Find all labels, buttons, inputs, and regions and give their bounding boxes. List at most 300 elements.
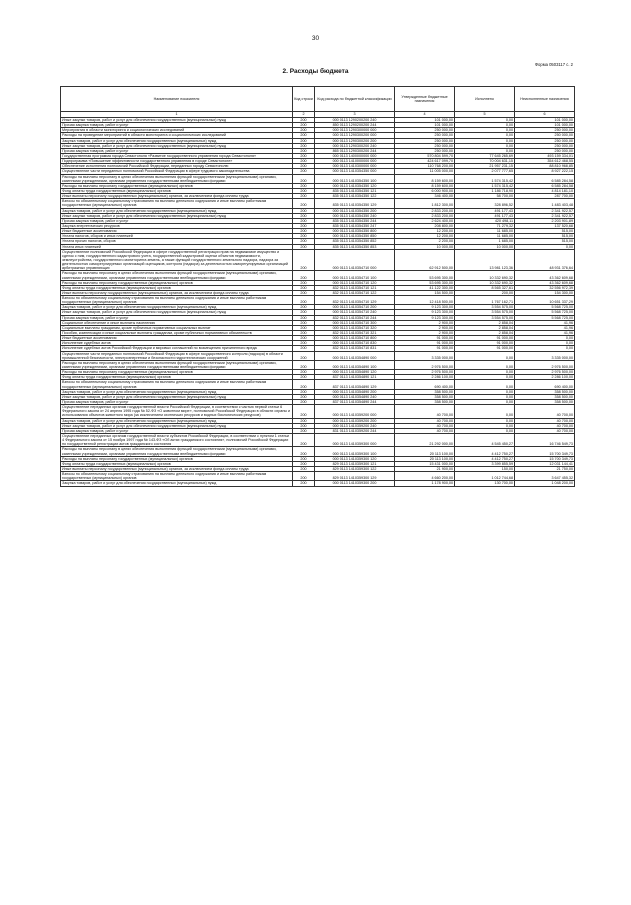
cell-executed: 491 177,43 [455, 213, 515, 218]
cell-budget-code: 000 0113 1410354890 000 [315, 351, 395, 360]
cell-line-code: 200 [293, 336, 315, 341]
table-row [61, 271, 575, 280]
cell-unexecuted: 43 362 609,68 [515, 280, 575, 285]
cell-line-code: 200 [293, 466, 315, 471]
cell-unexecuted: 287 700,00 [515, 194, 575, 199]
table-row [61, 434, 575, 447]
cell-line-code: 200 [293, 290, 315, 295]
cell-line-code: 200 [293, 143, 315, 148]
cell-line-code: 200 [293, 229, 315, 234]
cell-name: Расходы на выплаты персоналу государственных (муниципальных) органов [61, 370, 293, 375]
cell-approved: 101 000,00 [395, 118, 455, 123]
column-number: 4 [395, 112, 455, 118]
cell-executed: 58 700,00 [455, 194, 515, 199]
cell-approved: 4 660 200,00 [395, 472, 455, 481]
cell-approved: 6 000 900,00 [395, 188, 455, 193]
cell-unexecuted: 515,00 [515, 234, 575, 239]
cell-name: Иные закупки товаров, работ и услуг для обеспечения государственных (муниципальных) нужд [61, 213, 293, 218]
cell-name: Уплата иных платежей [61, 244, 293, 249]
table-row [61, 174, 575, 183]
cell-budget-code: 000 0113 1410354350 200 [315, 208, 395, 213]
cell-line-code: 200 [293, 183, 315, 188]
cell-approved: 41 122 300,00 [395, 285, 455, 290]
table-row [61, 380, 575, 389]
cell-name: Взносы по обязательному социальному страхованию на выплаты денежного содержания и иные выплаты работникам государственных (муниципальных) органов [61, 296, 293, 305]
cell-approved: 690 400,00 [395, 380, 455, 389]
column-number: 6 [515, 112, 575, 118]
cell-unexecuted: 1 048 200,00 [515, 481, 575, 486]
cell-name: Государственная программа города Севастополя «Развитие государственного управления города Севастополя» [61, 153, 293, 158]
cell-name: Фонд оплаты труда государственных (муниципальных) органов [61, 188, 293, 193]
cell-executed: 0,00 [455, 360, 515, 369]
cell-unexecuted: 137 520,68 [515, 223, 575, 228]
column-number: 3 [315, 112, 395, 118]
cell-executed: 0,00 [455, 118, 515, 123]
cell-name: Фонд оплаты труда государственных (муниципальных) органов [61, 375, 293, 380]
cell-name: Прочая закупка товаров, работ и услуг [61, 148, 293, 153]
cell-line-code: 200 [293, 305, 315, 310]
cell-unexecuted: 10 651 337,29 [515, 296, 575, 305]
cell-executed: 0,00 [455, 418, 515, 423]
cell-name: Уплата налогов, сборов и иных платежей [61, 234, 293, 239]
cell-approved: 2 976 500,00 [395, 360, 455, 369]
cell-executed: 0,00 [455, 428, 515, 433]
cell-unexecuted: 48 931 376,64 [515, 249, 575, 271]
cell-executed: 1 685,00 [455, 239, 515, 244]
cell-line-code: 200 [293, 341, 315, 346]
header-executed: Исполнено [455, 87, 515, 112]
cell-budget-code: 000 0113 1410354350 120 [315, 183, 395, 188]
cell-budget-code: 850 0113 1290200200 244 [315, 123, 395, 128]
cell-approved: 2 624 400,00 [395, 218, 455, 223]
cell-line-code: 200 [293, 128, 315, 133]
cell-name: Взносы по обязательному социальному страхованию на выплаты денежного содержания и иные выплаты работникам государственных (муниципальных) органов [61, 380, 293, 389]
cell-budget-code: 000 0113 1410359300 000 [315, 434, 395, 447]
cell-executed: 0,00 [455, 143, 515, 148]
cell-approved: 2 833 200,00 [395, 208, 455, 213]
cell-name: Осуществление переданных органам государственной власти субъектов Российской Федерации, в соответствии с пунктом 1 статьи 4 Федерального закона от 15 ноября 1997 года № 143-ФЗ «Об актах гражданского состояния», полномочий Российской Федерации по государственной регистрации актов гражданского состояния [61, 434, 293, 447]
cell-line-code: 200 [293, 153, 315, 158]
cell-line-code: 200 [293, 325, 315, 330]
cell-name: Иные закупки товаров, работ и услуг для обеспечения государственных (муниципальных) нужд [61, 310, 293, 315]
cell-unexecuted: 101 000,00 [515, 123, 575, 128]
cell-unexecuted: 5 568 725,00 [515, 310, 575, 315]
cell-name: Закупка товаров, работ и услуг для обеспечения государственных (муниципальных) нужд [61, 418, 293, 423]
cell-budget-code: 835 0113 1410354350 244 [315, 218, 395, 223]
cell-unexecuted: 358 500,00 [515, 394, 575, 399]
cell-budget-code: 835 0113 1410354350 121 [315, 188, 395, 193]
cell-approved: 2 900,00 [395, 320, 455, 325]
cell-budget-code: 832 0113 1410354710 831 [315, 346, 395, 351]
cell-approved: 21 900,00 [395, 466, 455, 471]
cell-line-code: 200 [293, 456, 315, 461]
cell-line-code: 200 [293, 249, 315, 271]
cell-executed: 0,00 [455, 405, 515, 418]
cell-name: Осуществление переданных органам государственной власти Российской Федерации, в соответствии с частью первой статьи 6 Федерального закона от 24 апреля 1995 года № 52-ФЗ «О животном мире», полномочий Российской Федерации в области охраны и использования объектов животного мира (за исключением охотничьих ресурсов и водных биологических ресурсов) [61, 405, 293, 418]
column-number: 2 [293, 112, 315, 118]
cell-unexecuted: 2 341 922,57 [515, 213, 575, 218]
cell-line-code: 200 [293, 123, 315, 128]
cell-unexecuted: 101 000,00 [515, 118, 575, 123]
cell-executed: 91 000,00 [455, 336, 515, 341]
cell-approved: 208 800,00 [395, 223, 455, 228]
cell-executed: 1 574 315,42 [455, 174, 515, 183]
cell-unexecuted: 41,96 [515, 331, 575, 336]
cell-line-code: 200 [293, 208, 315, 213]
cell-budget-code: 000 0113 1410300000 000 [315, 164, 395, 169]
cell-name: Пособия, компенсации и иные социальные выплаты гражданам, кроме публичных нормативных обязательств [61, 331, 293, 336]
cell-executed: 91 000,00 [455, 341, 515, 346]
cell-executed: 0,00 [455, 128, 515, 133]
cell-budget-code: 000 0113 1410359200 240 [315, 423, 395, 428]
cell-approved: 8 159 600,00 [395, 183, 455, 188]
cell-line-code: 200 [293, 164, 315, 169]
cell-budget-code: 000 0113 1410359200 000 [315, 405, 395, 418]
cell-approved: 12 418 500,00 [395, 296, 455, 305]
cell-approved: 91 000,00 [395, 336, 455, 341]
table-row [61, 351, 575, 360]
cell-name: Взносы по обязательному социальному страхованию на выплаты денежного содержания и иные выплаты работникам государственных (муниципальных) органов [61, 472, 293, 481]
cell-budget-code: 831 0113 1410359200 244 [315, 428, 395, 433]
cell-unexecuted: 8 927 222,15 [515, 169, 575, 174]
cell-budget-code: 000 0113 1410354710 120 [315, 280, 395, 285]
cell-unexecuted: 16 746 549,73 [515, 434, 575, 447]
cell-unexecuted: 21 750,00 [515, 466, 575, 471]
cell-executed: 0,00 [455, 375, 515, 380]
cell-line-code: 200 [293, 315, 315, 320]
cell-budget-code: 832 0113 1410354710 122 [315, 290, 395, 295]
cell-budget-code: 000 0113 1410354890 100 [315, 360, 395, 369]
cell-name: Иные закупки товаров, работ и услуг для обеспечения государственных (муниципальных) нужд [61, 423, 293, 428]
cell-executed: 0,00 [455, 351, 515, 360]
cell-executed: 2 858,04 [455, 325, 515, 330]
cell-executed: 71 279,32 [455, 223, 515, 228]
cell-name: Мероприятия в области мониторинга и социологических исследований [61, 128, 293, 133]
cell-budget-code: 832 0113 1410354710 321 [315, 331, 395, 336]
cell-budget-code: 000 0113 1410354710 300 [315, 320, 395, 325]
cell-name: Расходы на проведение мероприятий в области мониторинга и социологических исследований [61, 133, 293, 138]
cell-budget-code: 000 0113 1290200200 240 [315, 118, 395, 123]
cell-line-code: 200 [293, 380, 315, 389]
cell-line-code: 200 [293, 331, 315, 336]
cell-executed: 8 565 327,61 [455, 285, 515, 290]
cell-approved: 40 700,00 [395, 418, 455, 423]
cell-approved: 15 431 000,00 [395, 461, 455, 466]
table-header-row [61, 87, 575, 112]
cell-budget-code: 000 0113 1290300000 000 [315, 128, 395, 133]
cell-approved: 91 000,00 [395, 341, 455, 346]
expenditure-table [60, 86, 575, 487]
cell-unexecuted: 15 700 349,73 [515, 447, 575, 456]
cell-executed: 3 554 575,00 [455, 310, 515, 315]
cell-executed: 0,00 [455, 394, 515, 399]
cell-line-code: 200 [293, 138, 315, 143]
cell-executed: 3 554 575,00 [455, 305, 515, 310]
cell-line-code: 200 [293, 418, 315, 423]
cell-unexecuted: 88 810 968,85 [515, 164, 575, 169]
section-title: 2. Расходы бюджета [282, 68, 349, 75]
cell-unexecuted: 354 612 468,55 [515, 159, 575, 164]
cell-executed: 2 858,04 [455, 320, 515, 325]
cell-unexecuted: 250 000,00 [515, 148, 575, 153]
cell-line-code: 200 [293, 280, 315, 285]
cell-line-code: 200 [293, 223, 315, 228]
table-row [61, 249, 575, 271]
page-number: 30 [311, 35, 320, 42]
cell-unexecuted: 2 341 922,57 [515, 208, 575, 213]
cell-unexecuted: 1 483 403,48 [515, 199, 575, 208]
cell-budget-code: 000 0113 1410354710 200 [315, 305, 395, 310]
cell-approved: 53 695 300,00 [395, 280, 455, 285]
cell-budget-code: 000 0113 1410354710 800 [315, 336, 395, 341]
header-unexecuted: Неисполненные назначения [515, 87, 575, 112]
cell-approved: 358 500,00 [395, 400, 455, 405]
cell-name: Осуществление части переданных полномочий Российской Федерации в сфере государственного контроля (надзора) в области промышленной безопасности, электроэнергетики и безопасности гидротехнических сооружений [61, 351, 293, 360]
cell-approved: 20 113 100,00 [395, 447, 455, 456]
header-approved: Утвержденные бюджетные назначения [395, 87, 455, 112]
cell-name: Уплата прочих налогов, сборов [61, 239, 293, 244]
table-row [61, 199, 575, 208]
cell-name: Исполнение судебных актов [61, 341, 293, 346]
cell-executed: 21 957 231,15 [455, 164, 515, 169]
cell-name: Прочая закупка товаров, работ и услуг [61, 123, 293, 128]
cell-unexecuted: 3 647 455,32 [515, 472, 575, 481]
cell-approved: 62 912 500,00 [395, 249, 455, 271]
cell-executed: 77 645 265,69 [455, 153, 515, 158]
table-row [61, 405, 575, 418]
cell-name: Расходы на выплаты персоналу государственных (муниципальных) органов [61, 456, 293, 461]
cell-approved: 2 900,00 [395, 325, 455, 330]
cell-unexecuted: 250 000,00 [515, 128, 575, 133]
cell-executed: 3 554 575,00 [455, 315, 515, 320]
cell-line-code: 200 [293, 400, 315, 405]
cell-approved: 10 000,00 [395, 244, 455, 249]
cell-line-code: 200 [293, 159, 315, 164]
cell-line-code: 200 [293, 351, 315, 360]
cell-executed: 1 574 315,42 [455, 183, 515, 188]
cell-approved: 1 178 900,00 [395, 481, 455, 486]
cell-budget-code: 835 0113 1410354350 852 [315, 239, 395, 244]
cell-budget-code: 832 0113 1410354710 121 [315, 285, 395, 290]
cell-line-code: 200 [293, 481, 315, 486]
cell-executed: 491 177,43 [455, 208, 515, 213]
table-row [61, 296, 575, 305]
cell-name: Исполнение судебных актов Российской Федерации и мировых соглашений по возмещению причиненного вреда [61, 346, 293, 351]
cell-budget-code: 000 0113 1400000000 000 [315, 153, 395, 158]
cell-name: Осуществление части переданных полномочий Российской Федерации в сфере трудового законодательства [61, 169, 293, 174]
cell-unexecuted: 358 500,00 [515, 400, 575, 405]
cell-name: Закупка энергетических ресурсов [61, 223, 293, 228]
cell-unexecuted: 0,00 [515, 336, 575, 341]
cell-name: Прочая закупка товаров, работ и услуг [61, 400, 293, 405]
cell-line-code: 200 [293, 148, 315, 153]
cell-approved: 9 123 300,00 [395, 315, 455, 320]
cell-approved: 101 000,00 [395, 123, 455, 128]
cell-approved: 91 000,00 [395, 346, 455, 351]
table-body [61, 118, 575, 487]
cell-unexecuted: 690 400,00 [515, 380, 575, 389]
cell-line-code: 200 [293, 234, 315, 239]
cell-line-code: 200 [293, 271, 315, 280]
cell-executed: 200,00 [455, 290, 515, 295]
cell-unexecuted: 4 814 181,10 [515, 188, 575, 193]
cell-budget-code: 835 0113 1410354350 247 [315, 223, 395, 228]
cell-unexecuted: 515,00 [515, 229, 575, 234]
cell-line-code: 200 [293, 188, 315, 193]
cell-name: Закупка товаров, работ и услуг для обеспечения государственных (муниципальных) нужд [61, 138, 293, 143]
cell-executed: 0,00 [455, 389, 515, 394]
cell-budget-code: 000 0113 1410354350 800 [315, 229, 395, 234]
cell-budget-code: 837 0113 1410354890 121 [315, 375, 395, 380]
cell-budget-code: 000 0113 1410354890 200 [315, 389, 395, 394]
cell-approved: 2 200,00 [395, 239, 455, 244]
header-line-code: Код строки [293, 87, 315, 112]
cell-line-code: 200 [293, 434, 315, 447]
cell-line-code: 200 [293, 285, 315, 290]
header-budget-code: Код расхода по бюджетной классификации [315, 87, 395, 112]
cell-line-code: 200 [293, 296, 315, 305]
cell-unexecuted: 250 000,00 [515, 138, 575, 143]
cell-approved: 53 695 300,00 [395, 271, 455, 280]
cell-unexecuted: 2 976 500,00 [515, 360, 575, 369]
cell-unexecuted: 154 300,00 [515, 290, 575, 295]
cell-approved: 12 200,00 [395, 229, 455, 234]
cell-budget-code: 832 0113 1410354710 129 [315, 296, 395, 305]
cell-name: Расходы на выплаты персоналу в целях обеспечения выполнения функций государственными (муниципальными) органами, казенными учреждениями, органами управления государственными внебюджетными фондами [61, 174, 293, 183]
cell-unexecuted: 32 556 972,39 [515, 285, 575, 290]
cell-unexecuted: 2 203 901,89 [515, 218, 575, 223]
cell-line-code: 200 [293, 472, 315, 481]
cell-approved: 9 123 300,00 [395, 310, 455, 315]
cell-name: Взносы по обязательному социальному страхованию на выплаты денежного содержания и иные выплаты работникам государственных (муниципальных) органов [61, 199, 293, 208]
cell-approved: 570 804 599,70 [395, 153, 455, 158]
cell-executed: 150,00 [455, 466, 515, 471]
table-row [61, 481, 575, 486]
cell-line-code: 200 [293, 428, 315, 433]
cell-budget-code: 000 0113 1410354350 240 [315, 213, 395, 218]
cell-unexecuted: 15 700 349,73 [515, 456, 575, 461]
cell-name: Расходы на выплаты персоналу в целях обеспечения выполнения функций государственными (муниципальными) органами, казенными учреждениями, органами управления государственными внебюджетными фондами [61, 271, 293, 280]
cell-line-code: 200 [293, 320, 315, 325]
cell-executed: 0,00 [455, 133, 515, 138]
cell-name: Осуществление полномочий Российской Федерации в сфере государственной регистрации прав на недвижимое имущество и сделок с ним, государственного кадастрового учета, государственной кадастровой оценки объектов недвижимости, землеустройства, государственного мониторинга земель, а также функций государственного земельного надзора, надзора за деятельностью саморегулируемых организаций оценщиков, контроля (надзора) за деятельностью саморегулируемых организаций арбитражных управляющих [61, 249, 293, 271]
cell-unexecuted: 5 568 725,00 [515, 305, 575, 310]
table-row [61, 472, 575, 481]
column-number: 5 [455, 112, 515, 118]
cell-line-code: 200 [293, 346, 315, 351]
cell-executed: 11 685,00 [455, 229, 515, 234]
cell-line-code: 200 [293, 239, 315, 244]
cell-executed: 1 186 718,90 [455, 188, 515, 193]
cell-name: Иные выплаты персоналу государственных (муниципальных) органов, за исключением фонда оплаты труда [61, 194, 293, 199]
cell-name: Прочая закупка товаров, работ и услуг [61, 218, 293, 223]
cell-budget-code: 835 0113 1410354350 853 [315, 244, 395, 249]
cell-name: Расходы на выплаты персоналу в целях обеспечения выполнения функций государственными (муниципальными) органами, казенными учреждениями, органами управления государственными внебюджетными фондами [61, 447, 293, 456]
cell-approved: 2 976 500,00 [395, 370, 455, 375]
cell-unexecuted: 40 700,00 [515, 405, 575, 418]
cell-executed: 130 700,00 [455, 481, 515, 486]
cell-line-code: 200 [293, 133, 315, 138]
cell-executed: 91 000,00 [455, 346, 515, 351]
cell-budget-code: 000 0113 1410354890 120 [315, 370, 395, 375]
cell-unexecuted: 40 700,00 [515, 418, 575, 423]
cell-budget-code: 000 0113 1410354350 100 [315, 174, 395, 183]
cell-unexecuted: 250 000,00 [515, 143, 575, 148]
cell-budget-code: 837 0113 1410354890 129 [315, 380, 395, 389]
cell-unexecuted: 3 335 000,00 [515, 351, 575, 360]
cell-name: Прочая закупка товаров, работ и услуг [61, 428, 293, 433]
cell-approved: 40 700,00 [395, 428, 455, 433]
cell-executed: 1 767 162,71 [455, 296, 515, 305]
cell-unexecuted: 6 585 284,58 [515, 174, 575, 183]
cell-executed: 11 685,00 [455, 234, 515, 239]
cell-line-code: 200 [293, 169, 315, 174]
cell-approved: 250 000,00 [395, 143, 455, 148]
cell-budget-code: 000 0113 1410354890 240 [315, 394, 395, 399]
cell-executed: 0,00 [455, 380, 515, 389]
cell-line-code: 200 [293, 360, 315, 369]
cell-unexecuted: 493 159 334,01 [515, 153, 575, 158]
cell-budget-code: 000 0113 1410359300 100 [315, 447, 395, 456]
cell-line-code: 200 [293, 118, 315, 123]
cell-approved: 250 000,00 [395, 148, 455, 153]
cell-name: Обеспечение исполнения полномочий Российской Федерации, переданных городу Севастополю [61, 164, 293, 169]
cell-name: Иные бюджетные ассигнования [61, 336, 293, 341]
cell-budget-code: 000 0113 1410359300 200 [315, 481, 395, 486]
cell-name: Иные выплаты персоналу государственных (муниципальных) органов, за исключением фонда оплаты труда [61, 466, 293, 471]
cell-executed: 10 332 690,32 [455, 271, 515, 280]
cell-executed: 0,00 [455, 148, 515, 153]
cell-line-code: 200 [293, 218, 315, 223]
cell-executed: 0,00 [455, 370, 515, 375]
cell-approved: 9 123 300,00 [395, 305, 455, 310]
cell-unexecuted: 0,00 [515, 341, 575, 346]
cell-line-code: 200 [293, 199, 315, 208]
cell-budget-code: 829 0113 1410359300 122 [315, 466, 395, 471]
cell-approved: 110 768 200,00 [395, 164, 455, 169]
cell-approved: 8 159 600,00 [395, 174, 455, 183]
cell-approved: 2 286 100,00 [395, 375, 455, 380]
cell-executed: 3 399 855,59 [455, 461, 515, 466]
cell-approved: 346 400,00 [395, 194, 455, 199]
cell-approved: 40 700,00 [395, 423, 455, 428]
cell-approved: 2 900,00 [395, 331, 455, 336]
cell-unexecuted: 2 976 500,00 [515, 370, 575, 375]
header-name: Наименование показателя [61, 87, 293, 112]
cell-name: Расходы на выплаты персоналу в целях обеспечения выполнения функций государственными (муниципальными) органами, казенными учреждениями, органами управления государственными внебюджетными фондами [61, 360, 293, 369]
cell-approved: 358 500,00 [395, 389, 455, 394]
cell-name: Подпрограмма «Повышение эффективности государственного управления в городе Севастополе» [61, 159, 293, 164]
cell-name: Закупка товаров, работ и услуг для обеспечения государственных (муниципальных) нужд [61, 208, 293, 213]
cell-name: Фонд оплаты труда государственных (муниципальных) органов [61, 461, 293, 466]
cell-name: Фонд оплаты труда государственных (муниципальных) органов [61, 285, 293, 290]
cell-line-code: 200 [293, 394, 315, 399]
cell-name: Социальное обеспечение и иные выплаты населению [61, 320, 293, 325]
cell-budget-code: 829 0113 1410359300 121 [315, 461, 395, 466]
cell-executed: 328 896,52 [455, 199, 515, 208]
cell-line-code: 200 [293, 213, 315, 218]
cell-approved: 12 200,00 [395, 234, 455, 239]
cell-budget-code: 000 0113 1410354710 320 [315, 325, 395, 330]
cell-unexecuted: 2 286 100,00 [515, 375, 575, 380]
cell-name: Социальные выплаты гражданам, кроме публичных нормативных социальных выплат [61, 325, 293, 330]
cell-executed: 4 412 750,27 [455, 456, 515, 461]
cell-line-code: 200 [293, 423, 315, 428]
cell-line-code: 200 [293, 405, 315, 418]
form-code: Форма 0503117 с. 2 [534, 62, 573, 67]
cell-executed: 2 858,04 [455, 331, 515, 336]
cell-name: Закупка товаров, работ и услуг для обеспечения государственных (муниципальных) нужд [61, 389, 293, 394]
